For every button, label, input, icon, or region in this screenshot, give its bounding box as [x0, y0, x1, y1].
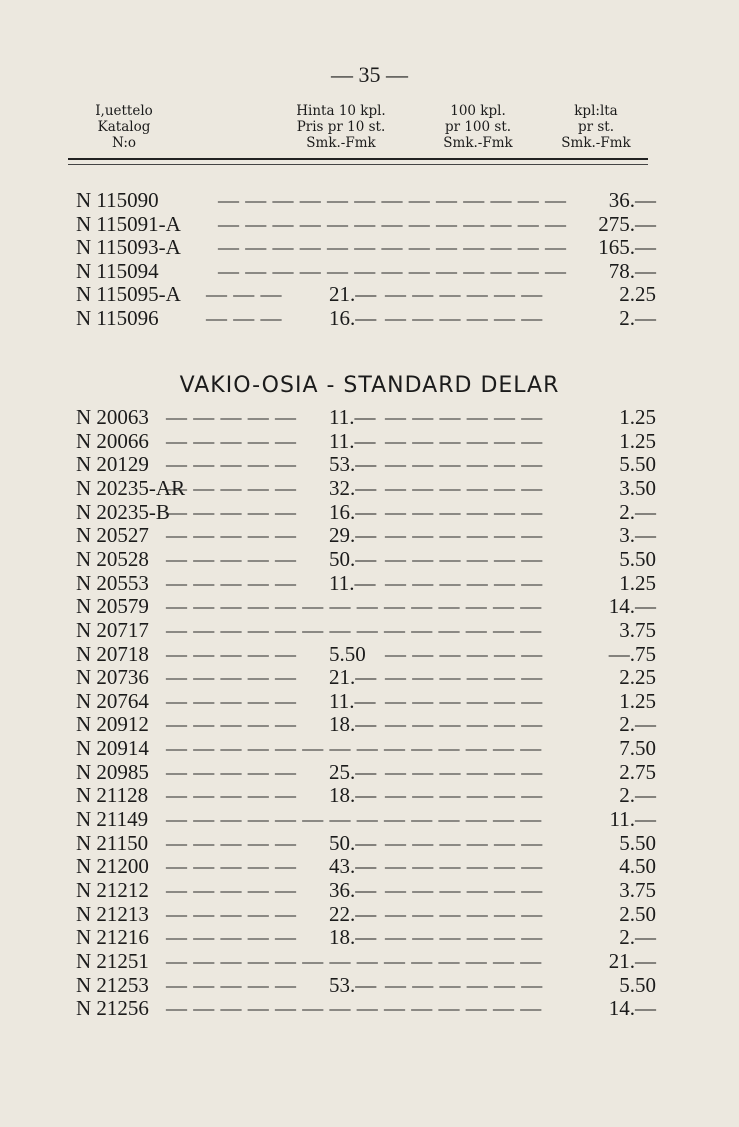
table-row	[0, 618, 739, 642]
header-line: kpl:lta	[574, 103, 618, 119]
catalog-number: N 20912	[76, 712, 149, 737]
leader-dashes: — — — — — —	[385, 641, 543, 666]
table-row	[0, 712, 739, 736]
leader-dashes: — — — — —	[166, 475, 297, 500]
price-per-10: 11.—	[329, 570, 376, 595]
header-line: Katalog	[97, 119, 151, 135]
catalog-number: N 21200	[76, 854, 149, 879]
leader-dashes: — — — — —	[166, 759, 297, 784]
catalog-number: N 21256	[76, 996, 149, 1021]
price-per-unit: 2.50	[619, 901, 656, 926]
table-row	[0, 476, 739, 500]
page-number: — 35 —	[331, 62, 408, 87]
leader-dashes: — — — — —	[166, 878, 297, 902]
catalog-number: N 20129	[76, 452, 149, 477]
table-row	[0, 996, 739, 1020]
price-per-unit: 165.—	[598, 235, 656, 259]
leader-dashes: — — — — — — — — — — — — — —	[166, 736, 542, 761]
table-row	[0, 973, 739, 997]
price-per-unit: 7.50	[619, 736, 656, 761]
leader-dashes: — — — — —	[166, 783, 297, 808]
leader-dashes: — — — — — — — — — — — — — —	[166, 996, 542, 1021]
price-per-10: 16.—	[329, 305, 377, 330]
catalog-number: N 20914	[76, 736, 149, 761]
leader-dashes: — — — — —	[166, 523, 297, 548]
table-row	[0, 500, 739, 524]
catalog-number: N 115093-A	[76, 235, 181, 259]
leader-dashes: — — — — —	[166, 452, 297, 477]
price-per-unit: 14.—	[608, 594, 656, 619]
table-row	[0, 212, 739, 236]
table-row	[0, 259, 739, 283]
leader-dashes: — — — — — —	[385, 282, 543, 306]
catalog-number: N 21213	[76, 901, 149, 926]
table-row	[0, 547, 739, 571]
leader-dashes: — — — — — —	[385, 972, 543, 997]
catalog-number: N 21150	[76, 830, 149, 855]
price-per-10: 18.—	[329, 925, 377, 950]
price-per-unit: 3.—	[619, 523, 656, 548]
table-row	[0, 523, 739, 547]
catalog-number: N 20985	[76, 759, 149, 784]
header-line: Smk.-Fmk	[561, 135, 631, 151]
header-price-10	[282, 103, 400, 151]
table-row	[0, 807, 739, 831]
price-per-unit: 36.—	[608, 188, 656, 212]
price-per-unit: 2.25	[619, 282, 656, 306]
table-row	[0, 405, 739, 429]
header-line: Smk.-Fmk	[443, 135, 513, 151]
price-per-unit: 2.—	[619, 783, 656, 808]
price-per-unit: 14.—	[608, 996, 656, 1021]
table-row	[0, 235, 739, 259]
header-line: N:o	[111, 135, 136, 151]
catalog-number: N 21216	[76, 925, 149, 950]
leader-dashes: — — — — —	[166, 925, 297, 950]
catalog-number: N 20063	[76, 405, 149, 429]
table-row	[0, 571, 739, 595]
leader-dashes: — — — — —	[166, 688, 297, 713]
table-row	[0, 594, 739, 618]
leader-dashes: — — — — —	[166, 405, 297, 429]
price-per-unit: 1.25	[619, 688, 656, 713]
catalog-number: N 115091-A	[76, 211, 181, 236]
leader-dashes: — — — — —	[166, 830, 297, 855]
leader-dashes: — — — — — —	[385, 759, 543, 784]
leader-dashes: — — —	[206, 305, 282, 330]
catalog-number: N 115095-A	[76, 282, 181, 306]
leader-dashes: — — — — — —	[385, 878, 543, 902]
price-per-unit: 1.25	[619, 428, 656, 453]
leader-dashes: — — — — — —	[385, 570, 543, 595]
catalog-number: N 21253	[76, 972, 149, 997]
leader-dashes: — — — — — —	[385, 925, 543, 950]
table-row	[0, 306, 739, 330]
header-line: 100 kpl.	[450, 103, 506, 119]
header-price-100	[427, 103, 529, 151]
price-per-10: 21.—	[329, 665, 377, 690]
leader-dashes: — — — — — — — — — — — — — —	[166, 594, 542, 619]
table-row	[0, 854, 739, 878]
leader-dashes: — — — — — — — — — — — — —	[218, 235, 567, 259]
table-row	[0, 452, 739, 476]
catalog-number: N 20718	[76, 641, 149, 666]
catalog-number: N 20066	[76, 428, 149, 453]
price-per-unit: 2.—	[619, 712, 656, 737]
price-per-10: 21.—	[329, 282, 377, 306]
price-per-unit: 3.50	[619, 475, 656, 500]
leader-dashes: — — — — — — — — — — — — — —	[166, 948, 542, 973]
price-per-10: 53.—	[329, 452, 377, 477]
catalog-number: N 20553	[76, 570, 149, 595]
table-row	[0, 949, 739, 973]
price-per-unit: 21.—	[608, 948, 656, 973]
leader-dashes: — — — — — —	[385, 830, 543, 855]
leader-dashes: — — —	[206, 282, 282, 306]
leader-dashes: — — — — —	[166, 641, 297, 666]
leader-dashes: — — — — — —	[385, 546, 543, 571]
price-per-10: 22.—	[329, 901, 377, 926]
header-catalog-number	[78, 103, 170, 151]
leader-dashes: — — — — —	[166, 901, 297, 926]
price-per-unit: 3.75	[619, 617, 656, 642]
section-title: VAKIO-OSIA - STANDARD DELAR	[179, 373, 560, 398]
price-per-10: 11.—	[329, 405, 376, 429]
table-row	[0, 736, 739, 760]
leader-dashes: — — — — —	[166, 499, 297, 524]
price-per-unit: 2.75	[619, 759, 656, 784]
catalog-number: N 20717	[76, 617, 149, 642]
price-per-unit: 5.50	[619, 830, 656, 855]
leader-dashes: — — — — —	[166, 712, 297, 737]
price-per-10: 32.—	[329, 475, 377, 500]
table-row	[0, 665, 739, 689]
header-rule	[68, 158, 648, 160]
header-rule-thin	[68, 164, 648, 165]
leader-dashes: — — — — — —	[385, 854, 543, 879]
price-per-unit: 5.50	[619, 452, 656, 477]
header-line: pr st.	[577, 119, 615, 135]
price-per-10: 11.—	[329, 428, 376, 453]
price-per-10: 50.—	[329, 546, 377, 571]
catalog-number: N 21149	[76, 807, 149, 832]
catalog-number: N 20235-AR	[76, 475, 186, 500]
price-per-unit: —.75	[608, 641, 656, 666]
header-line: pr 100 st.	[444, 119, 512, 135]
price-per-unit: 275.—	[598, 211, 656, 236]
header-price-each	[544, 103, 648, 151]
leader-dashes: — — — — — — — — — — — — — —	[166, 617, 542, 642]
price-per-10: 18.—	[329, 783, 377, 808]
table-row	[0, 689, 739, 713]
leader-dashes: — — — — — — — — — — — — —	[218, 188, 567, 212]
leader-dashes: — — — — — —	[385, 712, 543, 737]
price-per-unit: 2.25	[619, 665, 656, 690]
table-row	[0, 282, 739, 306]
leader-dashes: — — — — — —	[385, 475, 543, 500]
price-per-10: 18.—	[329, 712, 377, 737]
table-row	[0, 878, 739, 902]
price-per-10: 43.—	[329, 854, 377, 879]
leader-dashes: — — — — — —	[385, 783, 543, 808]
leader-dashes: — — — — — —	[385, 665, 543, 690]
table-row	[0, 925, 739, 949]
leader-dashes: — — — — —	[166, 546, 297, 571]
price-per-unit: 1.25	[619, 570, 656, 595]
price-per-10: 29.—	[329, 523, 377, 548]
catalog-number: N 20528	[76, 546, 149, 571]
price-per-unit: 11.—	[609, 807, 656, 832]
catalog-number: N 20527	[76, 523, 149, 548]
leader-dashes: — — — — —	[166, 972, 297, 997]
price-per-unit: 4.50	[619, 854, 656, 879]
catalog-number: N 20736	[76, 665, 149, 690]
leader-dashes: — — — — — —	[385, 499, 543, 524]
catalog-number: N 21128	[76, 783, 149, 808]
price-per-unit: 5.50	[619, 546, 656, 571]
leader-dashes: — — — — —	[166, 570, 297, 595]
header-line: Smk.-Fmk	[306, 135, 376, 151]
catalog-number: N 115090	[76, 188, 159, 212]
header-line: Pris pr 10 st.	[296, 119, 386, 135]
price-per-10: 53.—	[329, 972, 377, 997]
price-per-unit: 78.—	[608, 258, 656, 283]
leader-dashes: — — — — — —	[385, 688, 543, 713]
table-row	[0, 760, 739, 784]
table-row	[0, 902, 739, 926]
catalog-number: N 20579	[76, 594, 149, 619]
price-per-unit: 2.—	[619, 305, 656, 330]
leader-dashes: — — — — — —	[385, 428, 543, 453]
price-per-10: 25.—	[329, 759, 377, 784]
price-per-10: 36.—	[329, 878, 377, 902]
price-per-unit: 2.—	[619, 499, 656, 524]
table-row	[0, 188, 739, 212]
leader-dashes: — — — — — —	[385, 405, 543, 429]
catalog-number: N 115094	[76, 258, 159, 283]
header-line: Hinta 10 kpl.	[296, 103, 386, 119]
leader-dashes: — — — — — —	[385, 901, 543, 926]
leader-dashes: — — — — — — — — — — — — —	[218, 211, 567, 236]
price-per-unit: 5.50	[619, 972, 656, 997]
leader-dashes: — — — — — —	[385, 452, 543, 477]
leader-dashes: — — — — —	[166, 428, 297, 453]
price-per-unit: 2.—	[619, 925, 656, 950]
leader-dashes: — — — — —	[166, 854, 297, 879]
table-row	[0, 831, 739, 855]
price-per-10: 50.—	[329, 830, 377, 855]
table-row	[0, 642, 739, 666]
catalog-number: N 20235-B	[76, 499, 170, 524]
leader-dashes: — — — — — — — — — — — — — —	[166, 807, 542, 832]
leader-dashes: — — — — — — — — — — — — —	[218, 258, 567, 283]
leader-dashes: — — — — —	[166, 665, 297, 690]
table-row	[0, 429, 739, 453]
leader-dashes: — — — — — —	[385, 523, 543, 548]
catalog-number: N 21251	[76, 948, 149, 973]
price-per-10: 11.—	[329, 688, 376, 713]
price-per-unit: 3.75	[619, 878, 656, 902]
price-per-10: 16.—	[329, 499, 377, 524]
catalog-number: N 21212	[76, 878, 149, 902]
price-per-unit: 1.25	[619, 405, 656, 429]
catalog-number: N 20764	[76, 688, 149, 713]
table-row	[0, 783, 739, 807]
leader-dashes: — — — — — —	[385, 305, 543, 330]
price-per-10: 5.50	[329, 641, 366, 666]
catalog-number: N 115096	[76, 305, 159, 330]
header-line: I,uettelo	[95, 103, 153, 119]
